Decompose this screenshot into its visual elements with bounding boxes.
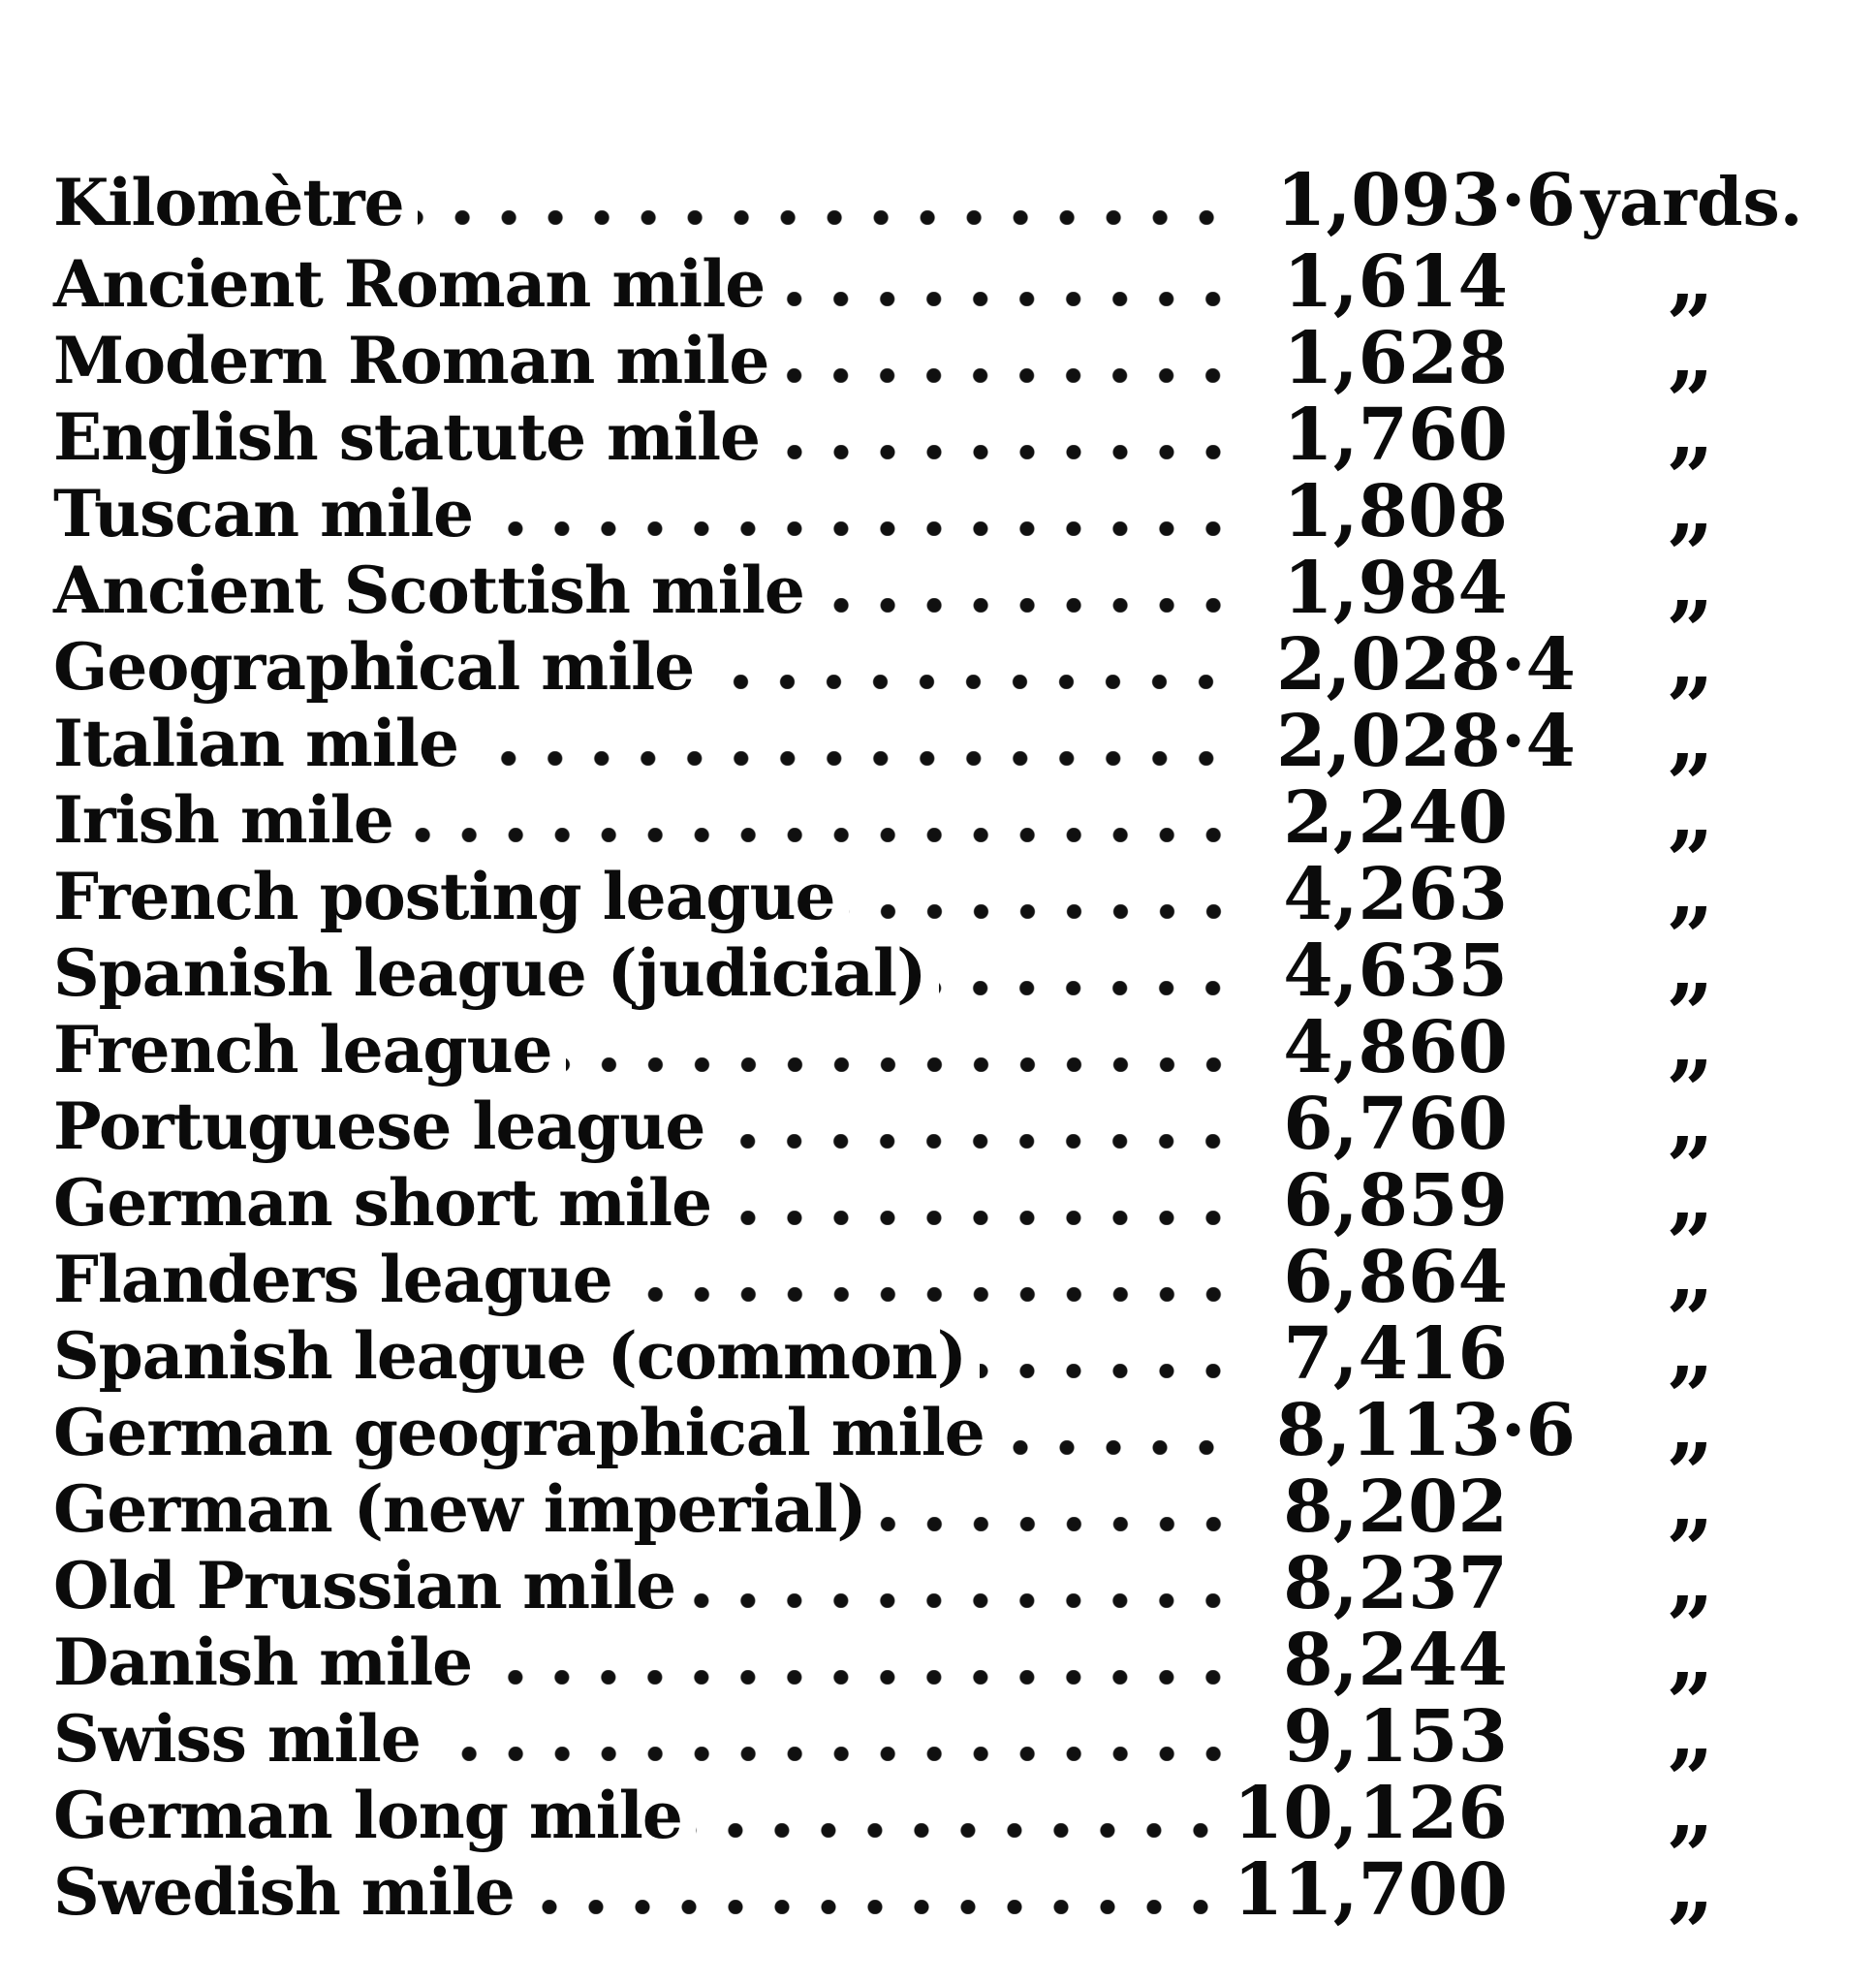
- measure-name: Swiss mile: [53, 1701, 421, 1777]
- measure-name: Swedish mile: [53, 1854, 515, 1930]
- unit-cell: „: [1667, 230, 1717, 326]
- value-integer: 6,864: [1283, 1236, 1508, 1319]
- dot-leader: [434, 1747, 1240, 1761]
- dot-leader: [849, 904, 1240, 919]
- unit-cell: „: [1667, 1838, 1717, 1934]
- table-row: [53, 1072, 1808, 1168]
- unit-cell: „: [1667, 689, 1717, 785]
- value-decimal: ·4: [1500, 700, 1576, 783]
- unit-cell: „: [1667, 842, 1717, 938]
- value-integer: 8,237: [1283, 1542, 1508, 1625]
- unit-cell: „: [1667, 1149, 1717, 1245]
- table-row: [53, 1838, 1808, 1934]
- dot-leader: [707, 675, 1233, 689]
- measure-name: French posting league: [53, 859, 835, 934]
- table-row: [53, 689, 1808, 785]
- table-row: [53, 995, 1808, 1091]
- value-integer: 7,416: [1283, 1312, 1508, 1396]
- value-integer: 8,113: [1276, 1389, 1501, 1472]
- table-row: [53, 1685, 1808, 1780]
- value-integer: 6,859: [1283, 1159, 1508, 1243]
- table-row: [53, 842, 1808, 938]
- dot-leader: [689, 1593, 1240, 1608]
- dot-leader: [880, 1517, 1240, 1531]
- measure-name: Ancient Roman mile: [53, 246, 766, 322]
- table-row: [53, 1608, 1808, 1704]
- unit-cell: „: [1667, 766, 1717, 862]
- measure-name: Tuscan mile: [53, 476, 474, 551]
- dot-leader: [472, 751, 1234, 766]
- value-integer: 10,126: [1233, 1772, 1508, 1855]
- measure-name: Kilomètre: [53, 165, 404, 240]
- value-integer: 9,153: [1283, 1695, 1508, 1779]
- table-row: [53, 383, 1808, 479]
- unit-cell: „: [1667, 613, 1717, 709]
- value-integer: 1,093: [1276, 159, 1501, 242]
- unit-cell: „: [1667, 1072, 1717, 1168]
- measure-name: Flanders league: [53, 1242, 612, 1317]
- table-row: [53, 536, 1808, 632]
- value-integer: 2,028: [1276, 700, 1501, 783]
- dot-leader: [778, 292, 1240, 306]
- measure-name: English statute mile: [53, 399, 761, 475]
- dot-leader: [485, 1670, 1240, 1685]
- value-decimal: ·4: [1500, 623, 1576, 707]
- dot-leader: [998, 1440, 1234, 1455]
- value-decimal: ·6: [1500, 159, 1576, 242]
- dot-leader: [939, 981, 1240, 995]
- value-decimal: ·6: [1500, 1389, 1576, 1472]
- unit-cell: „: [1667, 919, 1717, 1015]
- measure-name: Spanish league (judicial): [53, 935, 926, 1011]
- value-integer: 11,700: [1233, 1848, 1508, 1932]
- measure-name: Spanish league (common): [53, 1318, 967, 1394]
- dot-leader: [980, 1364, 1240, 1378]
- unit-cell: „: [1667, 1378, 1717, 1474]
- dot-leader: [696, 1823, 1228, 1838]
- dot-leader: [626, 1287, 1240, 1302]
- measure-name: Ancient Scottish mile: [53, 552, 804, 628]
- dot-leader: [528, 1900, 1228, 1914]
- table-row: [53, 230, 1808, 326]
- value-integer: 8,244: [1283, 1619, 1508, 1702]
- unit-cell: „: [1667, 306, 1717, 402]
- value-integer: 1,760: [1283, 394, 1508, 477]
- table-row: [53, 1455, 1808, 1551]
- dot-leader: [773, 445, 1240, 459]
- measure-name: Portuguese league: [53, 1088, 705, 1164]
- table-row: [53, 613, 1808, 709]
- measure-name: French league: [53, 1012, 552, 1087]
- value-integer: 4,860: [1283, 1006, 1508, 1089]
- table-row: [53, 766, 1808, 862]
- measure-name: German (new imperial): [53, 1471, 866, 1547]
- conversion-table: [53, 159, 1808, 1934]
- measure-name: Italian mile: [53, 706, 458, 781]
- dot-leader: [418, 210, 1234, 225]
- dot-leader: [725, 1211, 1240, 1225]
- dot-leader: [407, 828, 1240, 842]
- unit-cell: „: [1667, 1685, 1717, 1780]
- measure-name: German long mile: [53, 1778, 682, 1853]
- unit-cell: „: [1667, 1225, 1717, 1321]
- value-integer: 1,614: [1283, 240, 1508, 324]
- dot-leader: [818, 598, 1240, 613]
- measure-name: Old Prussian mile: [53, 1548, 676, 1623]
- unit-cell: „: [1667, 1455, 1717, 1551]
- table-row: [53, 919, 1808, 1015]
- unit-cell: „: [1667, 536, 1717, 632]
- table-row: [53, 1531, 1808, 1627]
- unit-cell: „: [1667, 1608, 1717, 1704]
- table-row: [53, 1378, 1808, 1474]
- value-integer: 1,628: [1283, 317, 1508, 400]
- measure-name: Irish mile: [53, 782, 393, 858]
- value-integer: 4,263: [1283, 853, 1508, 936]
- value-integer: 8,202: [1283, 1465, 1508, 1549]
- measure-name: German geographical mile: [53, 1395, 985, 1470]
- unit-cell: yards.: [1580, 164, 1803, 241]
- value-integer: 1,808: [1283, 470, 1508, 553]
- value-integer: 4,635: [1283, 929, 1508, 1013]
- dot-leader: [782, 368, 1240, 383]
- value-integer: 2,240: [1283, 776, 1508, 860]
- measure-name: Modern Roman mile: [53, 323, 769, 398]
- value-integer: 2,028: [1276, 623, 1501, 707]
- table-row: [53, 459, 1808, 555]
- unit-cell: „: [1667, 1761, 1717, 1857]
- value-integer: 1,984: [1283, 547, 1508, 630]
- measure-name: German short mile: [53, 1165, 712, 1241]
- dot-leader: [566, 1057, 1240, 1072]
- table-row: [53, 1225, 1808, 1321]
- unit-cell: „: [1667, 995, 1717, 1091]
- unit-cell: „: [1667, 1531, 1717, 1627]
- unit-cell: „: [1667, 459, 1717, 555]
- table-row: [53, 1149, 1808, 1245]
- measure-name: Danish mile: [53, 1624, 473, 1700]
- table-row: [53, 1302, 1808, 1398]
- unit-cell: „: [1667, 1302, 1717, 1398]
- measure-name: Geographical mile: [53, 629, 695, 705]
- unit-cell: „: [1667, 383, 1717, 479]
- value-integer: 6,760: [1283, 1083, 1508, 1166]
- table-row: [53, 306, 1808, 402]
- dot-leader: [718, 1134, 1240, 1149]
- table-row: [53, 159, 1808, 242]
- table-row: [53, 1761, 1808, 1857]
- dot-leader: [486, 521, 1240, 536]
